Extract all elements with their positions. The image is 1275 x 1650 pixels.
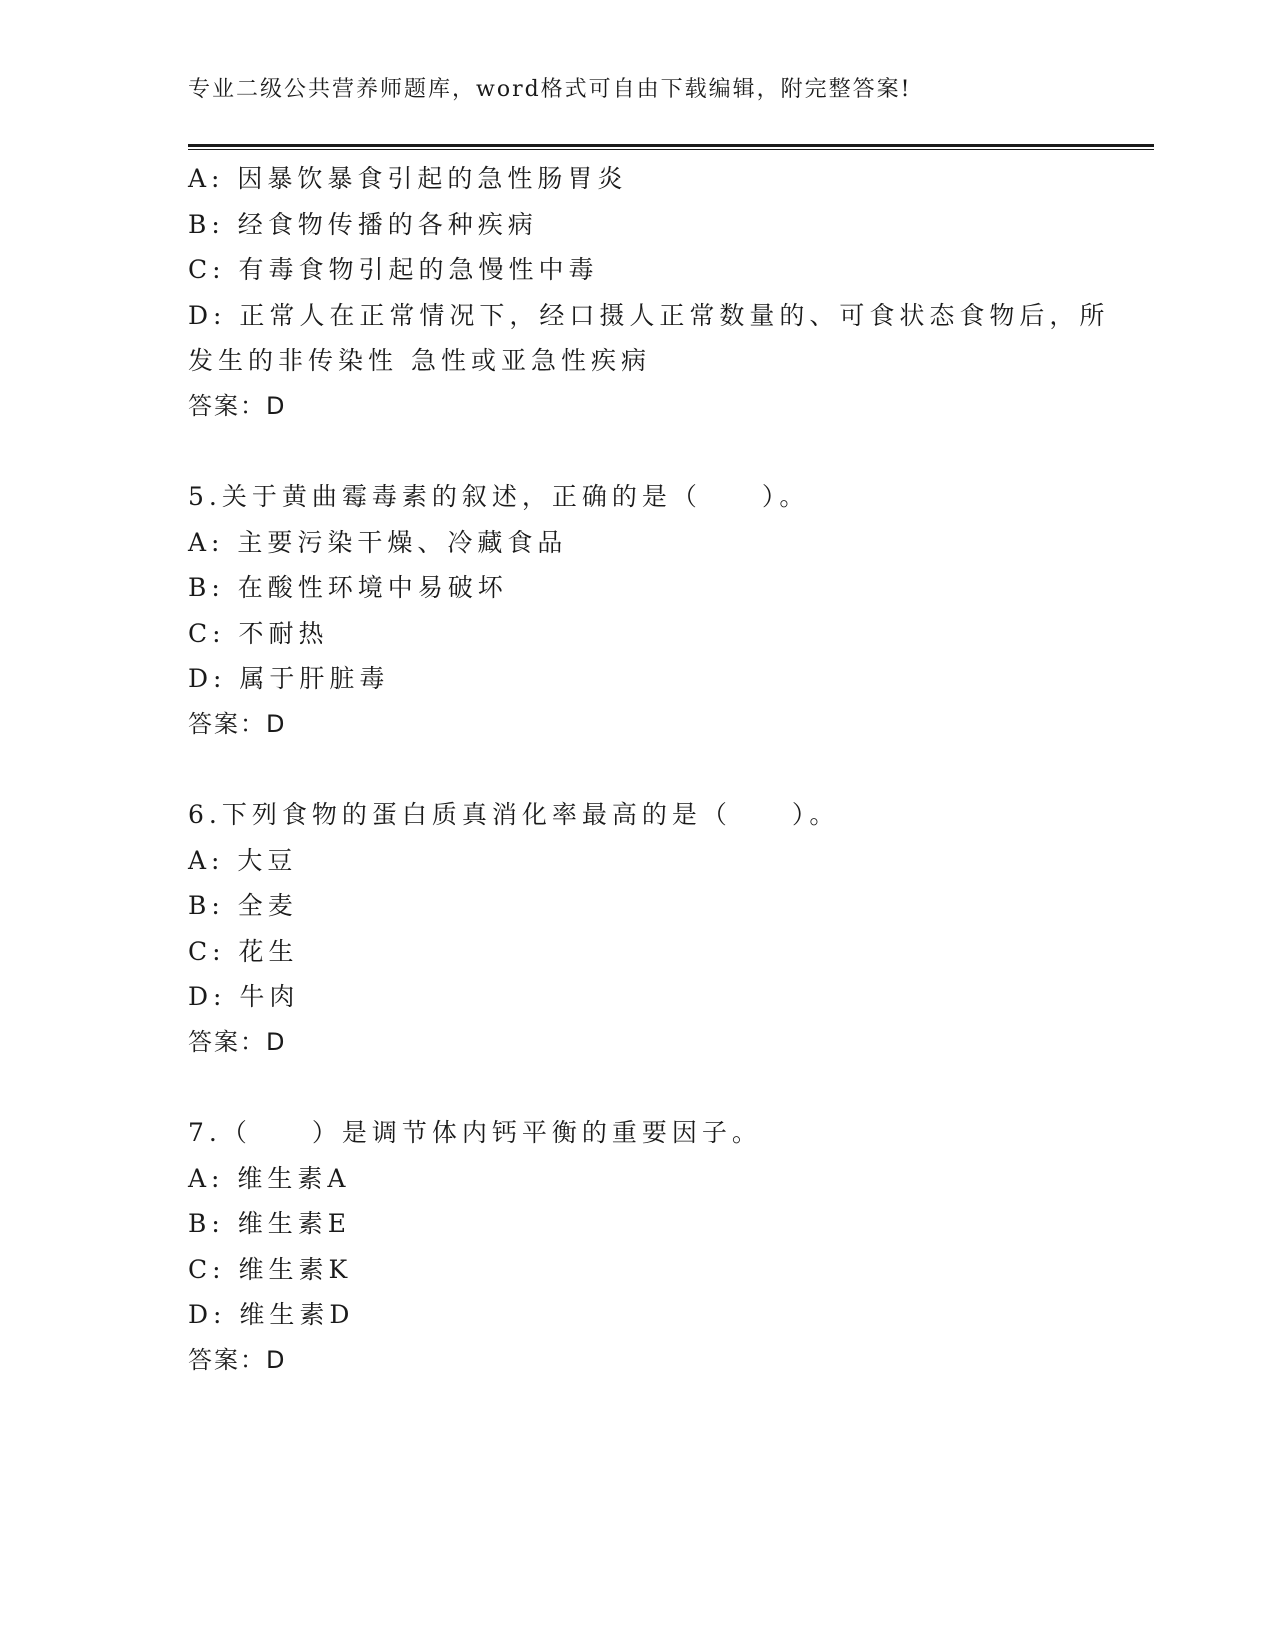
option-c: C: 花生 (188, 936, 299, 966)
option-c: C: 维生素K (188, 1254, 353, 1284)
option-a: A: 维生素A (188, 1163, 351, 1193)
option-b: B: 在酸性环境中易破坏 (188, 573, 508, 602)
header-divider (188, 144, 1154, 150)
option-c: C: 不耐热 (188, 618, 329, 648)
question-6 (188, 792, 1088, 1065)
question-5 (188, 474, 1088, 747)
option-d-continued: 发生的非传染性 急性或亚急性疾病 (188, 346, 651, 375)
option-d: D: 属于肝脏毒 (188, 664, 390, 693)
option-a: A: 因暴饮暴食引起的急性肠胃炎 (188, 164, 628, 193)
question-text: 6.下列食物的蛋白质真消化率最高的是（ ）。 (188, 800, 840, 829)
question-list (188, 156, 1110, 1383)
answer: 答案：D (188, 1027, 287, 1056)
answer: 答案：D (188, 1345, 287, 1374)
question-4-continued (188, 156, 1110, 429)
question-7 (188, 1110, 1088, 1383)
question-text: 5.关于黄曲霉毒素的叙述，正确的是（ ）。 (188, 482, 810, 511)
page-header: 专业二级公共营养师题库，word格式可自由下载编辑，附完整答案! (188, 77, 912, 102)
option-b: B: 维生素E (188, 1209, 351, 1238)
answer: 答案：D (188, 709, 287, 738)
option-a: A: 大豆 (188, 845, 298, 875)
option-d: D: 维生素D (188, 1300, 355, 1329)
option-d: D: 正常人在正常情况下，经口摄人正常数量的、可食状态食物后，所 (188, 300, 1110, 330)
option-d: D: 牛肉 (188, 982, 300, 1011)
option-a: A: 主要污染干燥、冷藏食品 (188, 527, 568, 557)
option-b: B: 全麦 (188, 891, 298, 920)
option-c: C: 有毒食物引起的急慢性中毒 (188, 255, 599, 284)
answer: 答案：D (188, 391, 287, 420)
question-text: 7.（ ）是调节体内钙平衡的重要因子。 (188, 1118, 762, 1147)
option-b: B: 经食物传播的各种疾病 (188, 209, 538, 239)
